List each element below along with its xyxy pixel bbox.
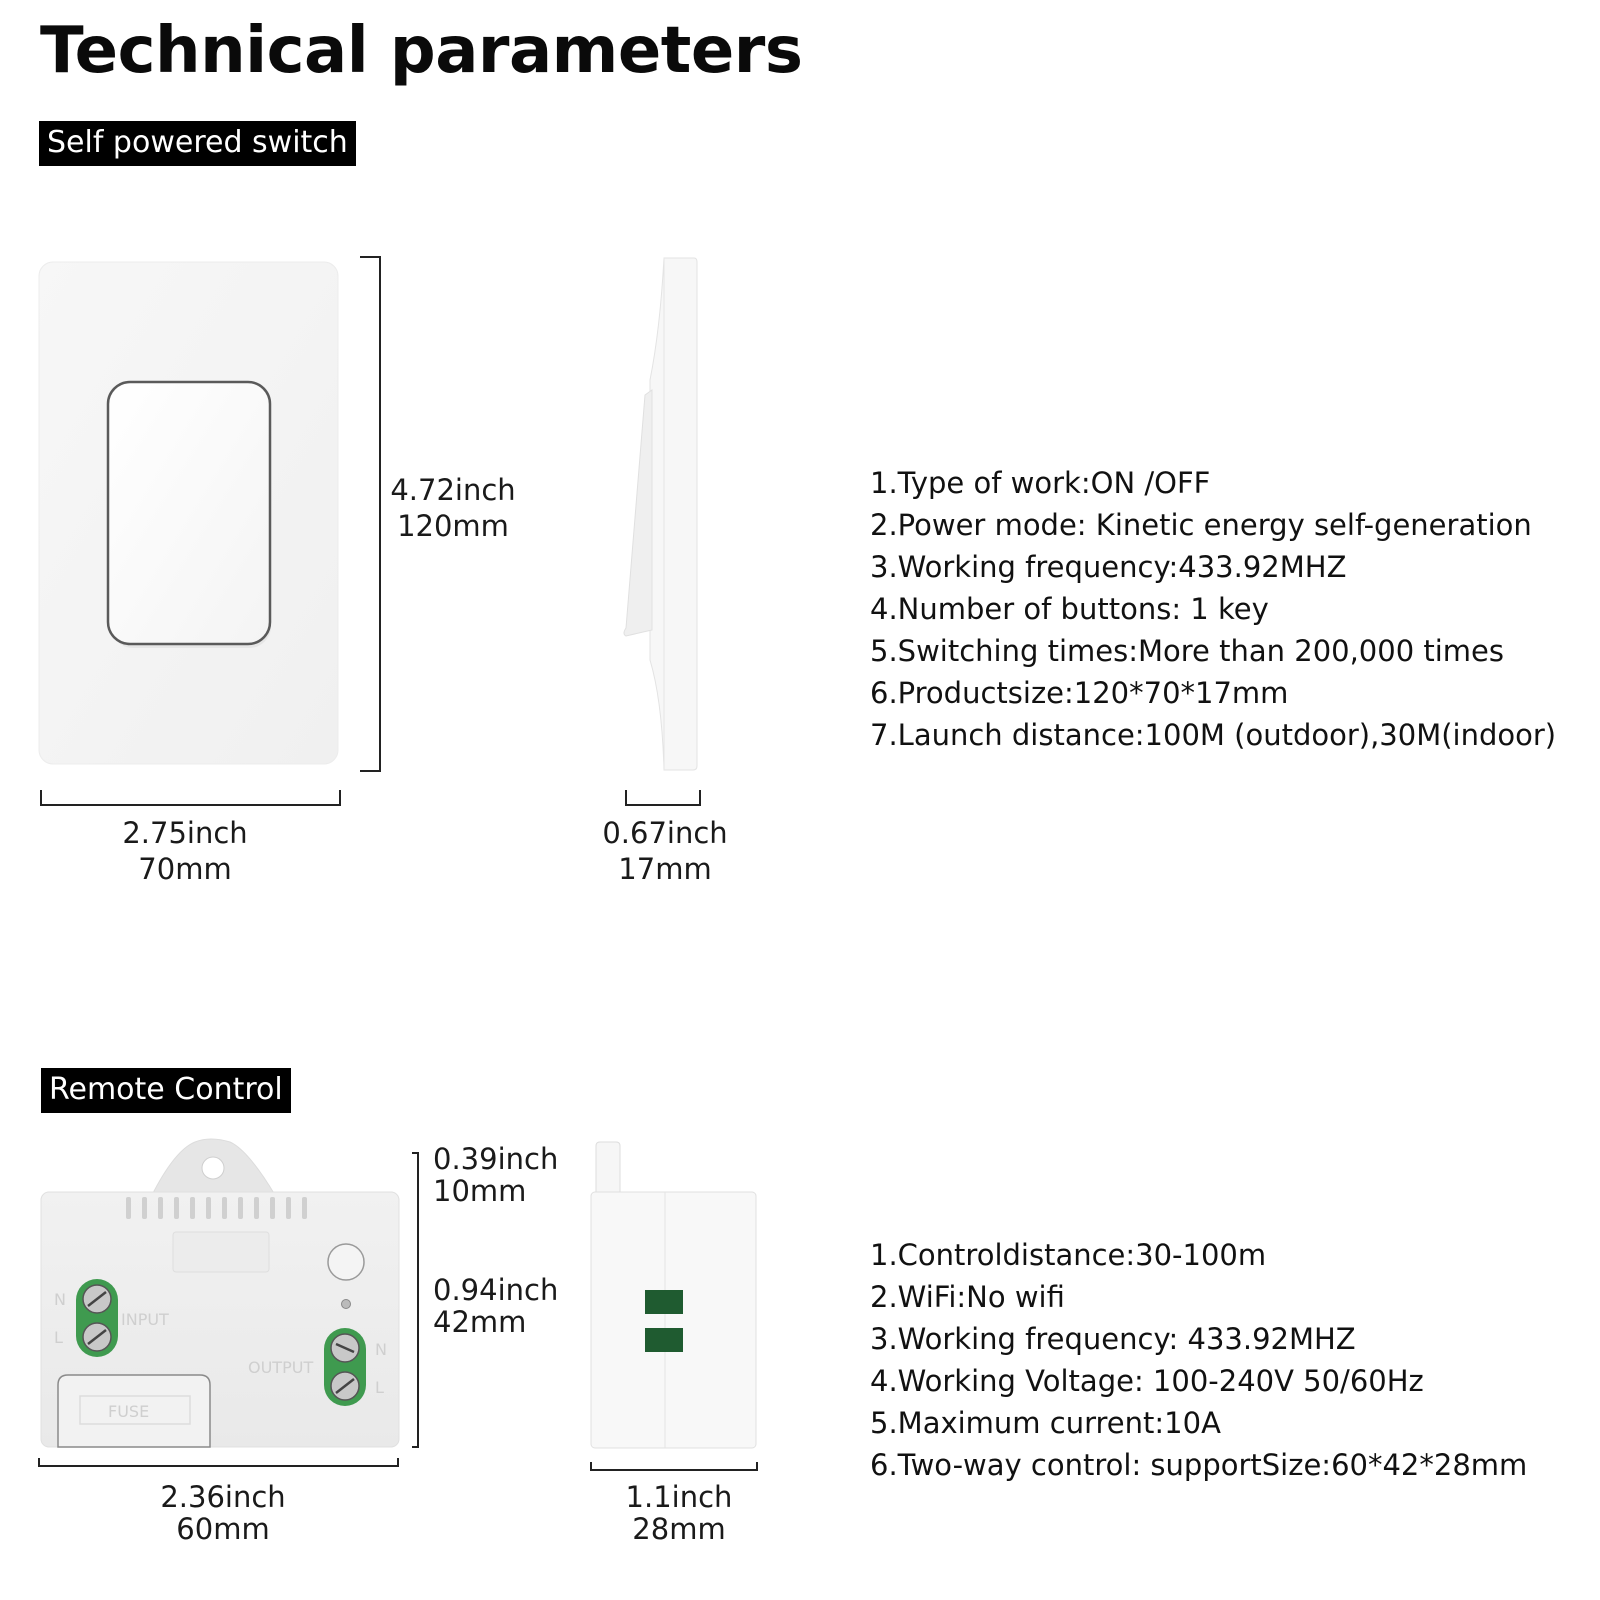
remote-spec-item: 2.WiFi:No wifi — [870, 1280, 1065, 1314]
board-label-output: OUTPUT — [248, 1358, 314, 1377]
remote-tab-inch: 0.39inch — [433, 1142, 559, 1176]
switch-height-label — [380, 472, 526, 544]
remote-height-mm: 42mm — [433, 1305, 527, 1339]
remote-spec-item: 4.Working Voltage: 100-240V 50/60Hz — [870, 1364, 1424, 1398]
switch-depth-bracket — [626, 790, 700, 805]
remote-depth-mm: 28mm — [632, 1512, 726, 1546]
remote-section-label: Remote Control — [41, 1068, 291, 1113]
remote-width-bracket — [39, 1458, 398, 1466]
switch-height-bracket — [360, 257, 380, 771]
remote-side-view — [591, 1142, 756, 1448]
board-label-n-left: N — [54, 1290, 66, 1309]
switch-spec-item: 5.Switching times:More than 200,000 times — [870, 634, 1505, 668]
switch-depth-label — [590, 815, 740, 887]
board-label-l-right: L — [375, 1378, 384, 1397]
page-title: Technical parameters — [40, 14, 803, 88]
remote-spec-item: 1.Controldistance:30-100m — [870, 1238, 1267, 1272]
remote-height-inch: 0.94inch — [433, 1273, 559, 1307]
board-label-input: INPUT — [121, 1310, 169, 1329]
remote-tab-mm: 10mm — [433, 1174, 527, 1208]
remote-depth-label — [604, 1481, 754, 1545]
remote-width-label — [138, 1481, 308, 1545]
remote-tab-label — [433, 1143, 558, 1207]
switch-front-view — [39, 262, 338, 764]
switch-depth-inch: 0.67inch — [602, 816, 728, 850]
board-label-l-left: L — [54, 1328, 63, 1347]
remote-width-inch: 2.36inch — [160, 1480, 286, 1514]
remote-spec-list — [870, 1234, 1527, 1486]
switch-spec-list — [870, 462, 1556, 756]
board-label-fuse: FUSE — [108, 1402, 150, 1421]
switch-width-bracket — [41, 790, 340, 805]
switch-spec-item: 7.Launch distance:100M (outdoor),30M(indoor) — [870, 718, 1557, 752]
switch-height-inch: 4.72inch — [390, 473, 516, 507]
switch-spec-item: 1.Type of work:ON /OFF — [870, 466, 1211, 500]
switch-section-label: Self powered switch — [39, 121, 356, 166]
switch-side-view — [624, 258, 697, 770]
remote-height-bracket — [412, 1153, 418, 1447]
remote-depth-inch: 1.1inch — [625, 1480, 733, 1514]
remote-front-view — [41, 1139, 399, 1447]
switch-spec-item: 4.Number of buttons: 1 key — [870, 592, 1269, 626]
switch-width-mm: 70mm — [138, 852, 232, 886]
remote-height-label — [433, 1274, 558, 1338]
switch-spec-item: 6.Productsize:120*70*17mm — [870, 676, 1289, 710]
remote-spec-item: 6.Two-way control: supportSize:60*42*28mm — [870, 1448, 1528, 1482]
switch-width-label — [100, 815, 270, 887]
remote-spec-item: 5.Maximum current:10A — [870, 1406, 1221, 1440]
board-label-n-right: N — [375, 1340, 387, 1359]
switch-height-mm: 120mm — [397, 509, 509, 543]
remote-depth-bracket — [591, 1462, 757, 1470]
remote-width-mm: 60mm — [176, 1512, 270, 1546]
switch-spec-item: 3.Working frequency:433.92MHZ — [870, 550, 1347, 584]
switch-width-inch: 2.75inch — [122, 816, 248, 850]
switch-spec-item: 2.Power mode: Kinetic energy self-generation — [870, 508, 1532, 542]
remote-spec-item: 3.Working frequency: 433.92MHZ — [870, 1322, 1356, 1356]
switch-depth-mm: 17mm — [618, 852, 712, 886]
